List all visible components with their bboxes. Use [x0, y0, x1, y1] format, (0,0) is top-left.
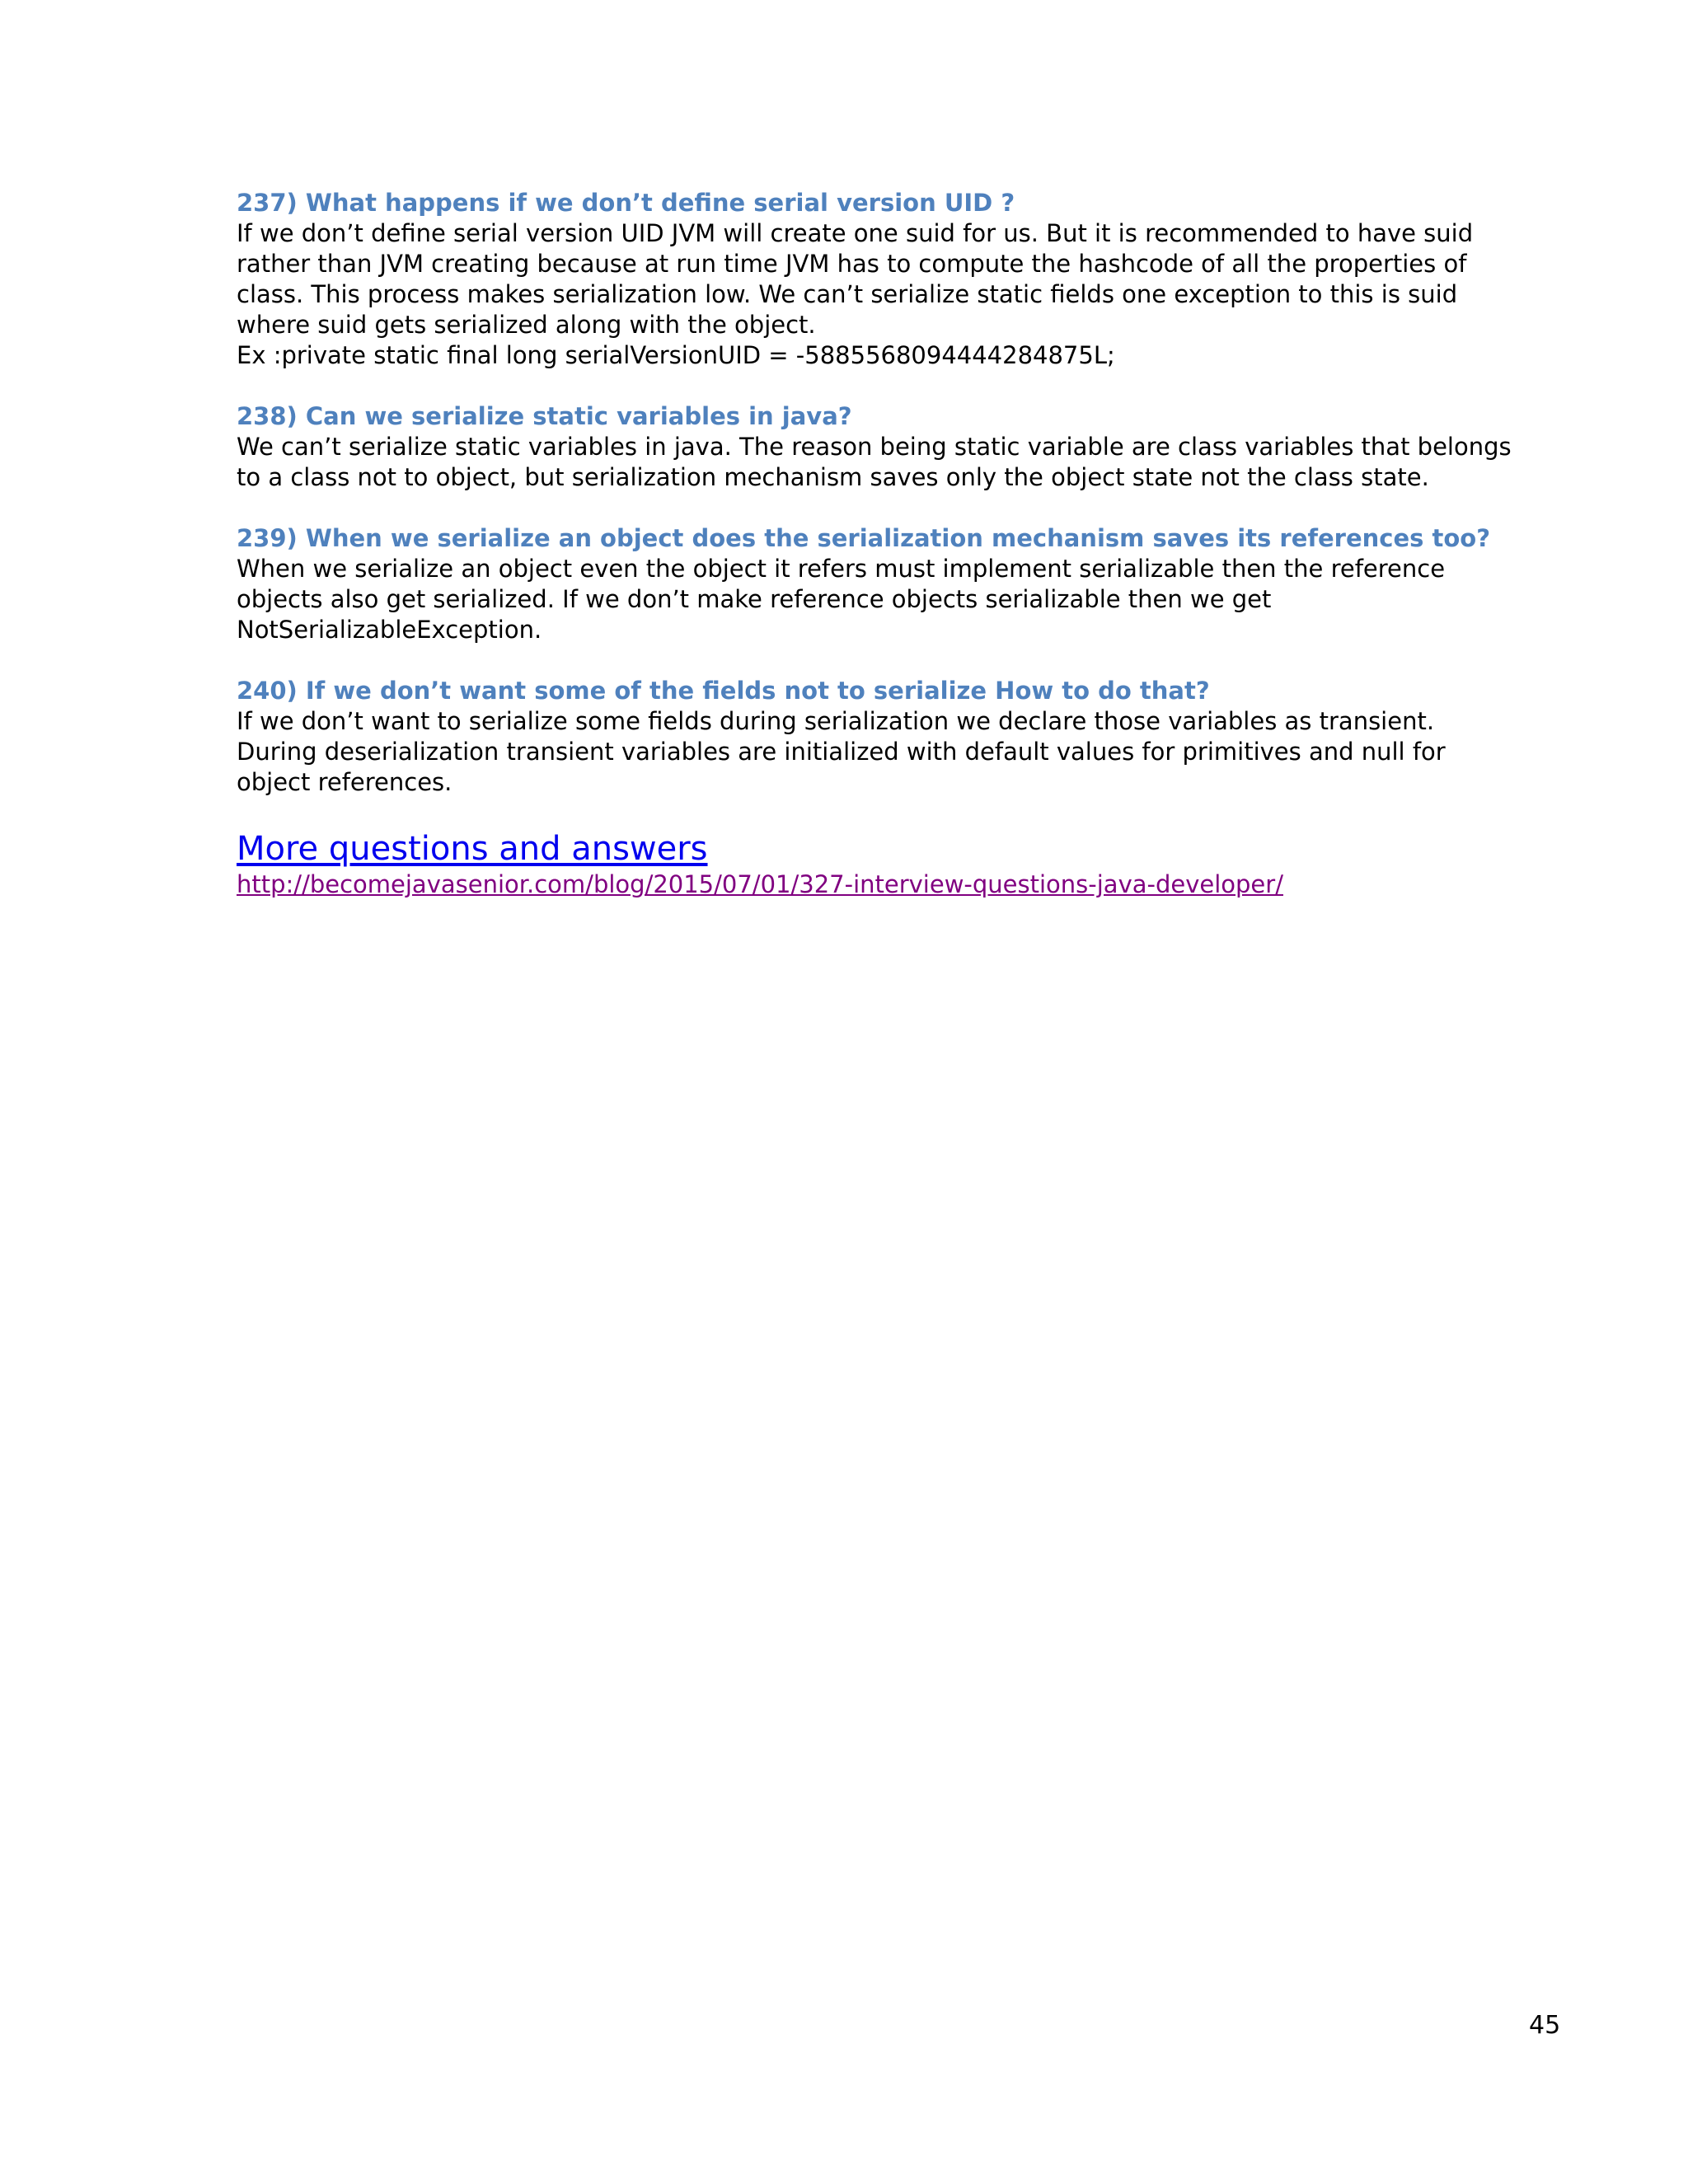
answer-line: When we serialize an object even the object it refers must implement serializable then the reference	[237, 555, 1446, 583]
answer-line: object references.	[237, 768, 452, 796]
page-content	[237, 188, 1588, 899]
answer-text	[237, 706, 1588, 798]
qa-item-237	[237, 188, 1588, 371]
qa-item-240	[237, 676, 1588, 798]
answer-line: where suid gets serialized along with the object.	[237, 311, 816, 339]
more-questions-section	[237, 828, 1588, 899]
answer-line: rather than JVM creating because at run time JVM has to compute the hashcode of all the properties of	[237, 250, 1467, 278]
interview-questions-url-link[interactable]: http://becomejavasenior.com/blog/2015/07/01/327-interview-questions-java-developer/	[237, 870, 1283, 898]
answer-line: objects also get serialized. If we don’t make reference objects serializable then we get	[237, 585, 1272, 613]
answer-line: Ex :private static final long serialVersionUID = -5885568094444284875L;	[237, 341, 1115, 369]
answer-line: We can’t serialize static variables in java. The reason being static variable are class variables that belongs	[237, 433, 1512, 461]
answer-text	[237, 218, 1588, 371]
question-heading: 239) When we serialize an object does the serialization mechanism saves its references too?	[237, 524, 1491, 552]
question-heading: 237) What happens if we don’t define serial version UID ?	[237, 189, 1015, 217]
answer-text	[237, 554, 1588, 645]
question-heading: 238) Can we serialize static variables in java?	[237, 402, 852, 430]
answer-text	[237, 432, 1588, 493]
question-heading: 240) If we don’t want some of the fields not to serialize How to do that?	[237, 677, 1210, 705]
answer-line: class. This process makes serialization low. We can’t serialize static fields one exception to this is suid	[237, 280, 1458, 308]
qa-item-239	[237, 523, 1588, 645]
answer-line: NotSerializableException.	[237, 616, 542, 644]
answer-line: If we don’t define serial version UID JVM will create one suid for us. But it is recommended to have suid	[237, 219, 1474, 247]
qa-item-238	[237, 401, 1588, 493]
answer-line: to a class not to object, but serialization mechanism saves only the object state not the class state.	[237, 463, 1429, 491]
page-number: 45	[1529, 2011, 1561, 2040]
answer-line: During deserialization transient variables are initialized with default values for primitives and null for	[237, 738, 1446, 766]
more-questions-link[interactable]: More questions and answers	[237, 830, 708, 868]
answer-line: If we don’t want to serialize some fields during serialization we declare those variables as transient.	[237, 707, 1435, 735]
